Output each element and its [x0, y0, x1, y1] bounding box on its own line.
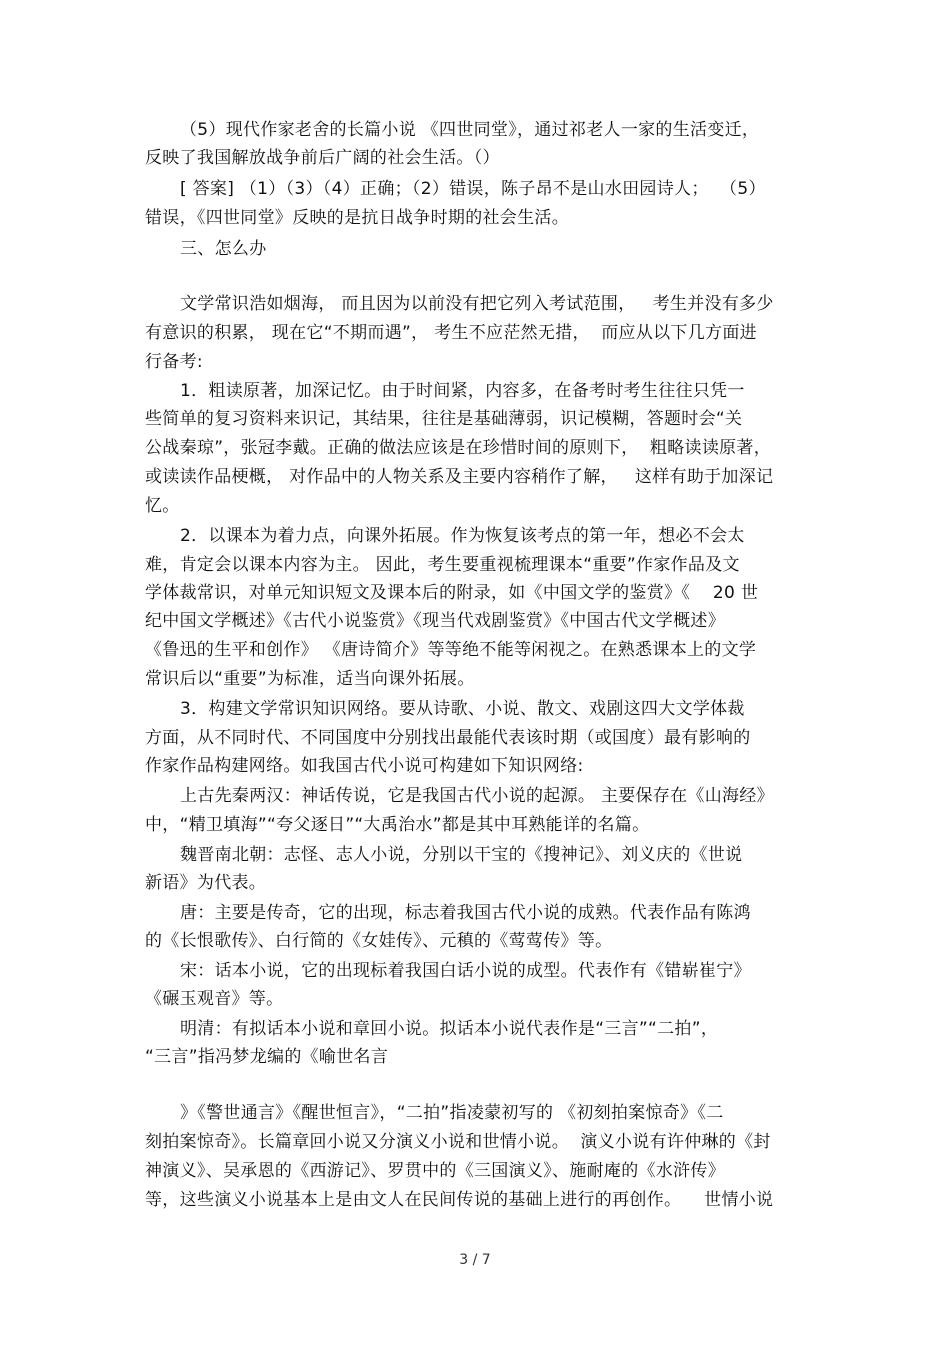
text-line: 反映了我国解放战争前后广阔的社会生活。（）	[145, 148, 500, 168]
text-line: 些简单的复习资料来识记，其结果，往往是基础薄弱，识记模糊，答题时会“关	[145, 409, 743, 429]
text-line: 有意识的积累， 现在它“不期而遇”， 考生不应茫然无措， 而应从以下几方面进	[145, 323, 757, 343]
text-line: 公战秦琼”，张冠李戴。正确的做法应该是在珍惜时间的原则下， 粗略读读原著，	[145, 438, 772, 458]
text-line: 等，这些演义小说基本上是由文人在民间传说的基础上进行的再创作。 世情小说	[145, 1190, 774, 1210]
text-line: 常识后以“重要”为标准，适当向课外拓展。	[145, 669, 475, 689]
text-line: 行备考:	[145, 352, 203, 372]
text-line: 学体裁常识，对单元知识短文及课本后的附录，如《中国文学的鉴赏》《 20 世	[145, 583, 759, 603]
text-line: 唐：主要是传奇，它的出现，标志着我国古代小说的成熟。代表作品有陈鸿	[180, 903, 751, 923]
text-line: 2．以课本为着力点，向课外拓展。作为恢复该考点的第一年，想必不会太	[180, 526, 745, 546]
text-line: 《鲁迅的生平和创作》 《唐诗简介》等等绝不能等闲视之。在熟悉课本上的文学	[145, 640, 757, 660]
text-line: 文学常识浩如烟海， 而且因为以前没有把它列入考试范围， 考生并没有多少	[180, 294, 774, 314]
text-line: 魏晋南北朝：志怪、志人小说，分别以干宝的《搜神记》、刘义庆的《世说	[180, 845, 743, 865]
text-line: 1．粗读原著，加深记忆。由于时间紧，内容多，在备考时考生往往只凭一	[180, 381, 745, 401]
text-line: 难，肯定会以课本内容为主。 因此，考生要重视梳理课本“重要”作家作品及文	[145, 555, 740, 575]
text-line: 》《警世通言》《醒世恒言》，“二拍”指凌蒙初写的 《初刻拍案惊奇》《二	[180, 1103, 724, 1123]
text-line: 中，“精卫填海”“夸父逐日”“大禹治水”都是其中耳熟能详的名篇。	[145, 815, 650, 835]
text-line: 的《长恨歌传》、白行简的《女娃传》、元稹的《莺莺传》等。	[145, 931, 613, 951]
page-number: 3 / 7	[459, 1252, 491, 1268]
text-line: 宋：话本小说，它的出现标着我国白话小说的成型。代表作有《错崭崔宁》	[180, 961, 751, 981]
text-line: 明清：有拟话本小说和章回小说。拟话本小说代表作是“三言”“二拍”，	[180, 1019, 719, 1039]
text-line: 3．构建文学常识知识网络。要从诗歌、小说、散文、戏剧这四大文学体裁	[180, 699, 745, 719]
text-line: 神演义》、吴承恩的《西游记》、罗贯中的《三国演义》、施耐庵的《水浒传》	[145, 1161, 725, 1181]
text-line: 新语》为代表。	[145, 873, 267, 893]
text-line: “三言”指冯梦龙编的《喻世名言	[145, 1047, 389, 1067]
text-line: 忆。	[145, 496, 180, 516]
text-line: 错误，《四世同堂》反映的是抗日战争时期的社会生活。	[145, 208, 569, 228]
text-line: 或读读作品梗概， 对作品中的人物关系及主要内容稍作了解， 这样有助于加深记	[145, 467, 774, 487]
text-line: 纪中国文学概述》《古代小说鉴赏》《现当代戏剧鉴赏》《中国古代文学概述》	[145, 611, 725, 631]
text-line: 方面，从不同时代、不同国度中分别找出最能代表该时期（或国度）最有影响的	[145, 728, 751, 748]
text-line: 上古先秦两汉：神话传说，它是我国古代小说的起源。 主要保存在《山海经》	[180, 786, 774, 806]
text-line: 《碾玉观音》等。	[145, 989, 284, 1009]
text-line: （5）现代作家老舍的长篇小说 《四世同堂》，通过祁老人一家的生活变迁，	[180, 120, 760, 140]
text-line: [ 答案] （1）（3）（4）正确；（2）错误，陈子昂不是山水田园诗人； （5）	[180, 179, 766, 199]
section-heading: 三、怎么办	[180, 239, 267, 259]
text-line: 作家作品构建网络。如我国古代小说可构建如下知识网络:	[145, 756, 584, 776]
text-line: 刻拍案惊奇》。长篇章回小说又分演义小说和世情小说。 演义小说有许仲琳的《封	[145, 1132, 771, 1152]
